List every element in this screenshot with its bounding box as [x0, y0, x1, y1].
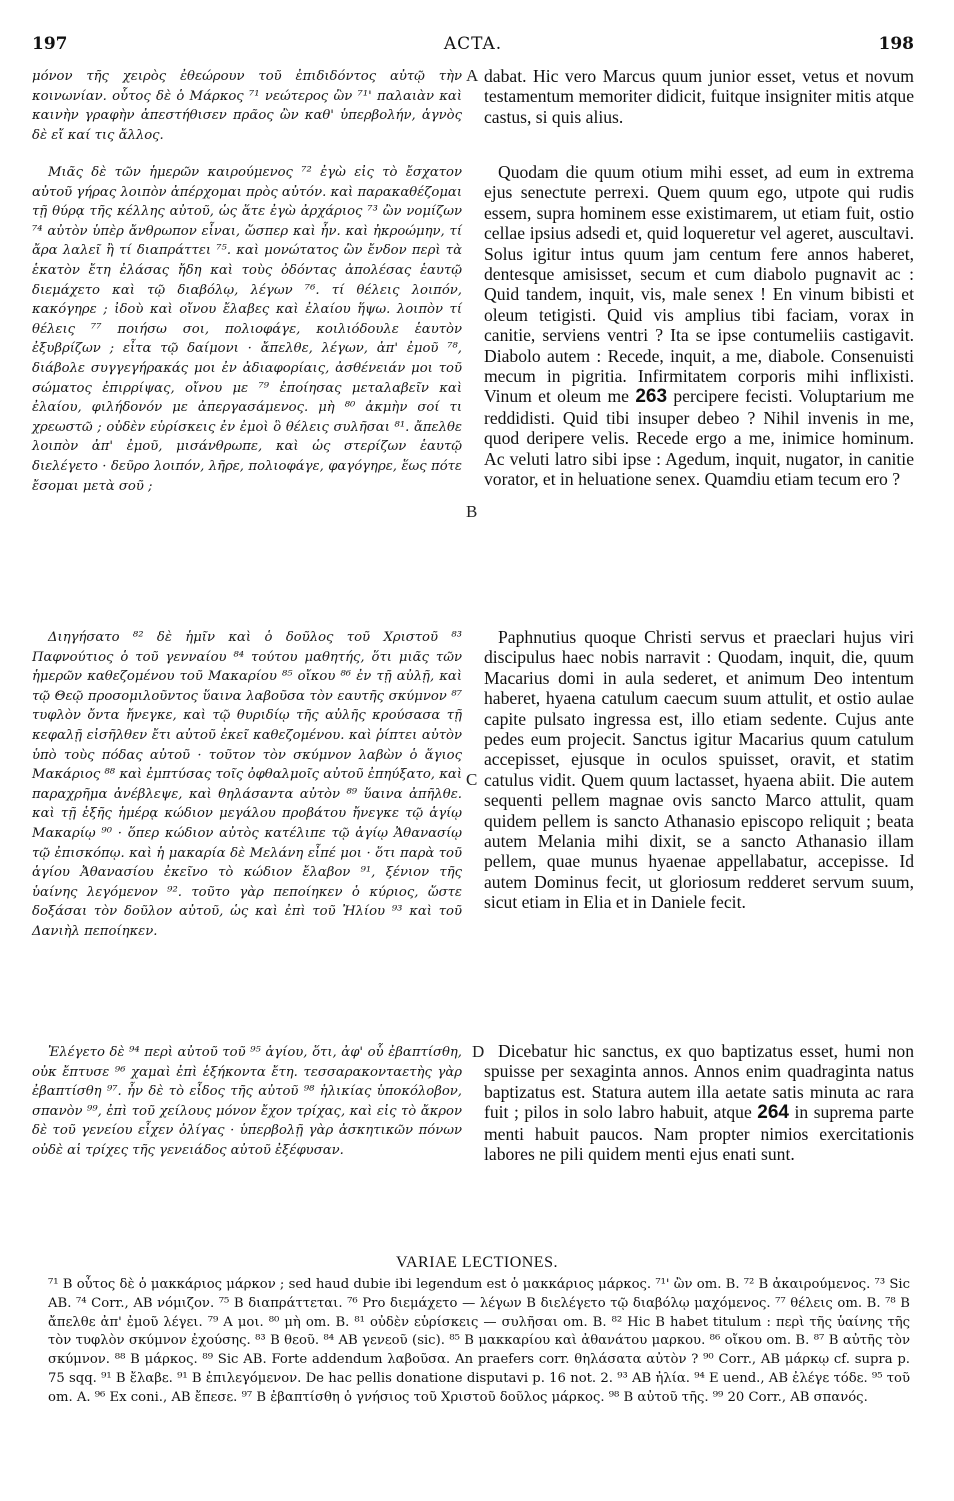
latin-text-1: dabat. Hic vero Marcus quum junior esset, vetus et novum testamentum memoriter didicit, fuitque insigniter mitis atque castus, si quis alius. [484, 66, 914, 127]
latin-text-2a: Quodam die quum otium mihi esset, ad eum in extrema ejus senectute perrexi. Quem quum ego, utpote qui rudis essem, supra hominem esse existimarem, ut etiam fuit, ostio cellae ipsius adsedi et, quid loqueretur vel ageret, auscultavi. Solus igitur intus quum jam centum fere annos haberet, dentesque amisisset, secum et cum diabolo pugnavit ac : Quid tandem, inquit, vis, male senex ! En vinum bibisti et oleum tetigisti. Quid vis amplius tibi faciam, vorax in canitie, serviens ventri ? Ita se ipse contumeliis castigavit. Diabolo autem : Recede, inquit, a me, diabole. Consenuisti mecum in pigritia. Infirmitatem corporis mihi inflixisti. Vinum et oleum me [484, 162, 914, 407]
running-title: ACTA. [443, 34, 503, 54]
latin-paragraph-4 [484, 1041, 914, 1164]
latin-text-4 [484, 1041, 914, 1164]
margin-marker-a: A [466, 66, 479, 85]
page-number-left: 197 [32, 34, 68, 54]
greek-paragraph-2 [32, 163, 462, 496]
latin-paragraph-3 [484, 627, 914, 913]
greek-text-1: μόνον τῆς χειρὸς ἐθεώρουν τοῦ ἐπιδιδόντος αὐτῷ τὴν κοινωνίαν. οὗτος δὲ ὁ Μάρκος ⁷¹ νεώτερος ὢν ⁷¹' παλαιὰν καὶ καινὴν γραφὴν ἀπεστήθισεν πρᾶος ὢν καθ' ὑπερβολήν, ἁγνὸς δὲ εἴ καί τις ἄλλος. [32, 69, 462, 143]
variae-lectiones-notes [48, 1276, 910, 1408]
page-header [32, 34, 914, 58]
page-number-right: 198 [878, 34, 914, 54]
latin-text-3: Paphnutius quoque Christi servus et praeclari hujus viri discipulus haec nobis narravit : Quodam, inquit, die, quum Macarius domi in aula sederet, et animum Deo intentum haberet, hyaena catulum caecum suum attulit, et ostio aulae capite pulsato ingressa est, illo etiam sedente. Cujus ante pedes eum projecit. Sanctus igitur Macarius quum catulum accepisset, ejusque in oculos spuisset, oravit, et statim catulus vidit. Quem quum lactasset, hyaena abiit. Die autem sequenti pellem magnae ovis sancto Marco attulit, quam quidem pellem is sancto Athanasio episcopo reliquit ; beata autem Melania mihi dixit, se a sancto Athanasio illam pellem, quae munus hyaenae appellabatur, accepisse. Id autem Dominus fecit, ut gloriosum redderet servum suum, sicut etiam in Elia et in Daniele fecit. [484, 627, 914, 913]
greek-paragraph-1 [32, 67, 462, 145]
greek-paragraph-4 [32, 1043, 462, 1161]
greek-text-2: Μιᾶς δὲ τῶν ἡμερῶν καιρούμενος ⁷² ἐγὼ εἰς τὸ ἔσχατον αὐτοῦ γήρας λοιπὸν ἀπέρχομαι πρὸς αὐτόν. καὶ παρακαθέζομαι τῇ θύρᾳ τῆς κέλλης αὐτοῦ, ὡς ἅτε ἐγὼ ἀρχάριος ⁷³ ὢν νομίζων ⁷⁴ αὐτὸν ὑπὲρ ἄνθρωπον εἶναι, ὥσπερ καὶ ἦν. καὶ ἠκροώμην, τί ἄρα λαλεῖ ἢ τί διαπράττει ⁷⁵. καὶ μονώτατος ὢν ἔνδον περὶ τὰ ἑκατὸν ἔτη ἐλάσας ἤδη καὶ τοὺς ὀδόντας ἀπολέσας ἑαυτῷ διεμάχετο καὶ τῷ διαβόλῳ, λέγων ⁷⁶. τί θέλεις λοιπόν, κακόγηρε ; ἰδοὺ καὶ οἴνου ἔλαβες καὶ ἐλαίου ἥψω. λοιπὸν τί θέλεις ⁷⁷ ποιήσω σοι, πολιοφάγε, κοιλιόδουλε ἑαυτὸν ἐξυβρίζων ; εἶτα τῷ δαίμονι · ἄπελθε, λέγων, ἀπ' ἐμοῦ ⁷⁸, διάβολε συγγεγήρακάς μοι ἐν ἀδιαφορίαις, ἀσθένειάν μοι τοῦ σώματος ἐπιρρίψας, οἴνου με ⁷⁹ ἐποίησας μεταλαβεῖν καὶ ἐλαίου, φιλήδονόν με ἀπεργασάμενος. μὴ ⁸⁰ ἀκμὴν σοί τι χρεωστῶ ; οὐδὲν εὑρίσκεις ἐν ἐμοὶ ὃ θέλεις συλῆσαι ⁸¹. ἄπελθε λοιπὸν ἀπ' ἐμοῦ, μισάνθρωπε, καὶ ὡς στερίζων ἑαυτῷ διελέγετο · δεῦρο λοιπόν, λῆρε, πολιοφάγε, φαγόγηρε, ἕως πότε ἔσομαι μετὰ σοῦ ; [32, 165, 462, 494]
greek-text-3: Διηγήσατο ⁸² δὲ ἡμῖν καὶ ὁ δοῦλος τοῦ Χριστοῦ ⁸³ Παφνούτιος ὁ τοῦ γενναίου ⁸⁴ τούτου μαθητής, ὅτι μιᾶς τῶν ἡμερῶν καθεζομένου τοῦ Μακαρίου ⁸⁵ οἴκου ⁸⁶ ἐν τῇ αὐλῇ, καὶ τῷ Θεῷ προσομιλοῦντος ὕαινα λαβοῦσα τὸν εαυτῆς σκύμνον ⁸⁷ τυφλὸν ὄντα ἤνεγκε, καὶ τῷ θυριδίῳ τῆς αὐλῆς κρούσασα τῇ κεφαλῇ εἰσῆλθεν ἔτι αὐτοῦ ἐκεῖ καθεζομένου. καὶ ῥίπτει αὐτὸν ὑπὸ τοὺς πόδας αὐτοῦ · τοῦτον τὸν σκύμνον λαβὼν ὁ ἅγιος Μακάριος ⁸⁸ καὶ ἐμπτύσας τοῖς ὀφθαλμοῖς αὐτοῦ ἐπηύξατο, καὶ παραχρῆμα ἀνέβλεψε, καὶ θηλάσαντα αὐτὸν ⁸⁹ ὕαινα ἀπῆλθε. καὶ τῇ ἑξῆς ἡμέρᾳ κώδιον μεγάλου προβάτου ἤνεγκε τῷ ἁγίῳ Μακαρίῳ ⁹⁰ · ὅπερ κώδιον αὐτὸς κατέλιπε τῷ ἁγίῳ Ἀθανασίῳ τῷ ἐπισκόπῳ. καὶ ἡ μακαρία δὲ Μελάνη εἶπέ μοι · ὅτι παρὰ τοῦ ἁγίου Ἀθανασίου ἐκεῖνο τὸ κώδιον ἔλαβον ⁹¹, ξένιον τῆς ὑαίνης λεγόμενον ⁹². τοῦτο γὰρ πεποίηκεν ὁ κύριος, ὥστε δοξάσαι τὸν δοῦλον αὐτοῦ, ὡς καὶ ἐπὶ τοῦ Ἠλίου ⁹³ καὶ τοῦ Δανιὴλ πεποίηκεν. [32, 630, 462, 939]
greek-text-4: Ἐλέγετο δὲ ⁹⁴ περὶ αὐτοῦ τοῦ ⁹⁵ ἁγίου, ὅτι, ἀφ' οὗ ἐβαπτίσθη, οὐκ ἔπτυσε ⁹⁶ χαμαὶ ἐπὶ ἑξήκοντα ἔτη. τεσσαρακονταετὴς γὰρ ἐβαπτίσθη ⁹⁷. ἦν δὲ τὸ εἶδος τῆς αὐτοῦ ⁹⁸ ἡλικίας ὑποκόλοβον, σπανὸν ⁹⁹, ἐπὶ τοῦ χείλους μόνον ἔχον τρίχας, καὶ εἰς τὸ ἄκρον δὲ τοῦ γενείου εἶχεν ὀλίγας · ὑπερβολῇ γὰρ ἀσκητικῶν πόνων οὐδὲ αἱ τρίχες τῆς γενειάδος αὐτοῦ ἐξέφυσαν. [32, 1045, 462, 1158]
latin-paragraph-2 [484, 162, 914, 490]
latin-paragraph-1 [484, 66, 914, 127]
column-number-264: 264 [757, 1102, 789, 1124]
margin-marker-b: B [466, 502, 478, 521]
latin-text-4a: Dicebatur hic sanctus, ex quo baptizatus esset, humi non spuisse per sexaginta annos. Annos enim quadraginta natus baptizatus est. Statura autem illa aetate satis minuta ac rara fuit ; pilos in solo labro habuit, atque [484, 1041, 914, 1123]
variae-lectiones-title: VARIAE LECTIONES. [396, 1254, 558, 1271]
variae-lectiones-text: ⁷¹ B οὗτος δὲ ὁ μακκάριος μάρκον ; sed haud dubie ibi legendum est ὁ μακκάριος μάρκος. ⁷¹' ὢν om. B. ⁷² B ἀκαιρούμενος. ⁷³ Sic AB. ⁷⁴ Corr., AB νόμιζον. ⁷⁵ B διαπράττεται. ⁷⁶ Pro διεμάχετο — λέγων B διελέγετο τῷ διαβόλῳ μαχόμενος. ⁷⁷ θέλεις om. B. ⁷⁸ B ἄπελθε ἀπ' ἐμοῦ λέγει. ⁷⁹ A μοι. ⁸⁰ μὴ om. B. ⁸¹ οὐδὲν εὑρίσκεις — συλῆσαι om. B. ⁸² Hic B habet titulum : περὶ τῆς ὑαίνης τῆς τὸν τυφλὸν σκύμνον ἐχούσης. ⁸³ B θεοῦ. ⁸⁴ AB γενεοῦ (sic). ⁸⁵ B μακκαρίου καὶ ἀθανάτου μαρκου. ⁸⁶ οἴκου om. B. ⁸⁷ B αὐτῆς τὸν σκύμνον. ⁸⁸ B μάρκος. ⁸⁹ Sic AB. Forte addendum λαβοῦσα. An praefers corr. θηλάσατα αὐτὸν ? ⁹⁰ Corr., AB μάρκῳ cf. supra p. 75 sqq. ⁹¹ B ἔλαβε. ⁹¹ B ἐπιλεγόμενον. De hac pellis donatione disputavi p. 16 not. 2. ⁹³ AB ἠλία. ⁹⁴ E uend., AB ἐλέγε τόδε. ⁹⁵ τοῦ om. A. ⁹⁶ Ex coni., AB ἔπεσε. ⁹⁷ B ἐβαπτίσθη ὁ γνήσιος τοῦ Χριστοῦ δοῦλος μάρκος. ⁹⁸ B αὐτοῦ τῆς. ⁹⁹ 20 Corr., AB σπανός. [48, 1277, 910, 1405]
latin-text-2b: percipere fecisti. Voluptarium me reddidisti. Quid tibi insuper debeo ? Nihil invenis in me, quod deripere velis. Recede ergo a me, inimice hominum. Ac veluti latro sibi ipse : Agedum, inquit, nugator, in canitie vorator, et in heluatione senex. Quamdiu etiam tecum ero ? [484, 386, 915, 490]
greek-paragraph-3 [32, 628, 462, 942]
margin-marker-c: C [466, 770, 478, 789]
column-number-263: 263 [635, 386, 668, 408]
latin-text-4b: in suprema parte menti habuit paucos. Nam propter nimios exercitationis labores ne pili quidem menti ejus enati sunt. [484, 1102, 914, 1165]
margin-marker-d: D [472, 1042, 485, 1061]
latin-text-2 [484, 162, 914, 490]
